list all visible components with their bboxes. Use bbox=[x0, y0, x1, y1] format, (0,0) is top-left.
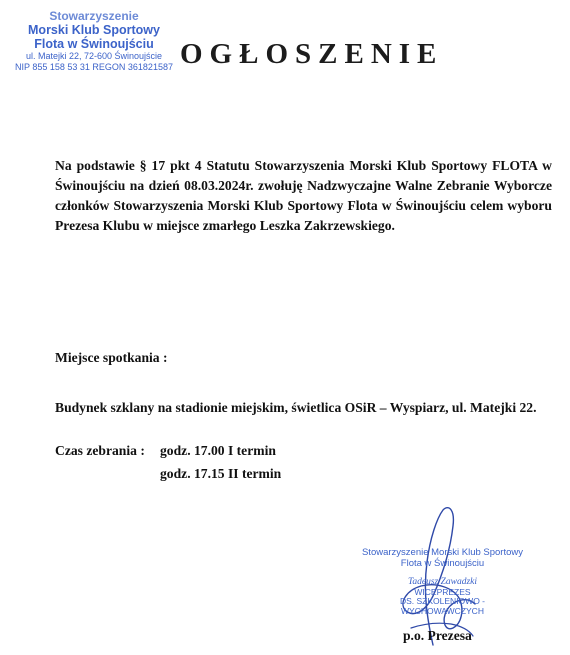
time-label: Czas zebrania : bbox=[55, 443, 145, 458]
header-stamp-tax-ids: NIP 855 158 53 31 REGON 361821587 bbox=[15, 61, 173, 72]
header-stamp-line-1: Stowarzyszenie bbox=[49, 9, 139, 23]
footer-stamp-line-1: Stowarzyszenie Morski Klub Sportowy bbox=[361, 547, 524, 558]
footer-stamp-department: DS. SZKOLENIOWO - WYCHOWAWCZYCH bbox=[399, 596, 485, 616]
header-stamp-line-2: Morski Klub Sportowy bbox=[28, 23, 160, 38]
place-value: Budynek szklany na stadionie miejskim, świetlica OSiR – Wyspiarz, ul. Matejki 22. bbox=[55, 400, 537, 415]
document-title: OGŁOSZENIE bbox=[180, 38, 444, 70]
place-label: Miejsce spotkania : bbox=[55, 350, 168, 365]
header-stamp-line-3: Flota w Świnoujściu bbox=[34, 37, 154, 52]
term-2: godz. 17.15 II termin bbox=[160, 466, 282, 481]
header-stamp bbox=[14, 10, 174, 72]
header-stamp-address: ul. Matejki 22, 72-600 Świnoujście bbox=[25, 51, 163, 62]
footer-stamp-role: WICEPREZES bbox=[414, 586, 471, 597]
term-1: godz. 17.00 I termin bbox=[160, 443, 276, 458]
footer-stamp-line-2: Flota w Świnoujściu bbox=[400, 557, 485, 569]
footer-stamp bbox=[360, 548, 525, 616]
body-paragraph: Na podstawie § 17 pkt 4 Statutu Stowarzyszenia Morski Klub Sportowy FLOTA w Świnoujściu na dzień 08.03.2024r. zwołuję Nadzwyczajne Walne Zebranie Wyborcze członków Stowarzyszenia Morski Klub Sportowy Flota w Świnoujściu celem wyboru Prezesa Klubu w miejsce zmarłego Leszka Zakrzewskiego. bbox=[55, 158, 552, 233]
footer-stamp-name: Tadeusz Zawadzki bbox=[407, 577, 478, 588]
signoff-label: p.o. Prezesa bbox=[403, 628, 472, 643]
